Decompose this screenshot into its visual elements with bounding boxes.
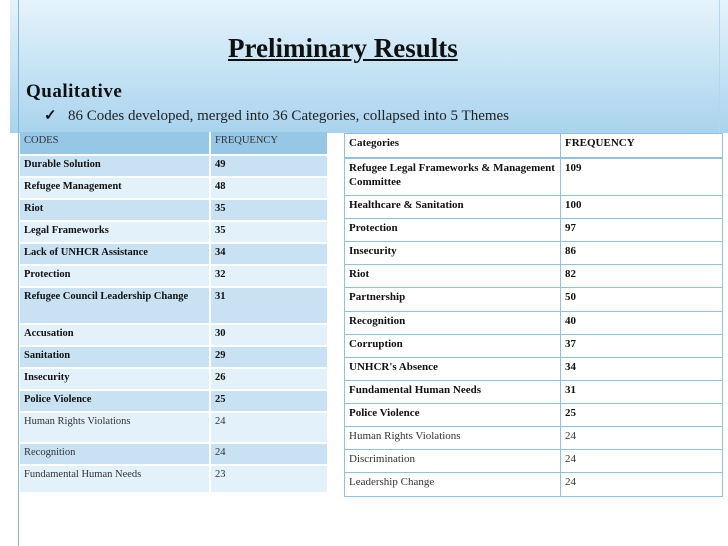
frequency-cell: 34 [210, 243, 327, 265]
frequency-cell: 50 [561, 288, 723, 312]
code-cell: Accusation [20, 324, 210, 346]
frequency-cell: 35 [210, 221, 327, 243]
category-cell: Human Rights Violations [345, 427, 561, 450]
frequency-cell: 26 [210, 368, 327, 390]
frequency-cell: 23 [210, 465, 327, 493]
table-row [20, 368, 327, 390]
category-cell: Protection [345, 219, 561, 242]
code-cell: Legal Frameworks [20, 221, 210, 243]
categories-header-row [345, 134, 723, 158]
table-row [20, 265, 327, 287]
frequency-cell: 31 [561, 381, 723, 404]
frequency-cell: 109 [561, 158, 723, 196]
code-cell: Refugee Council Leadership Change [20, 287, 210, 324]
frequency-cell: 34 [561, 358, 723, 381]
table-row [345, 312, 723, 335]
code-cell: Refugee Management [20, 177, 210, 199]
code-cell: Recognition [20, 443, 210, 465]
table-row [20, 199, 327, 221]
frequency-cell: 24 [561, 427, 723, 450]
right-rule [719, 0, 720, 133]
frequency-cell: 37 [561, 335, 723, 358]
table-row [20, 177, 327, 199]
slide-subtitle: Qualitative [26, 81, 123, 102]
frequency-cell: 48 [210, 177, 327, 199]
category-cell: Leadership Change [345, 473, 561, 497]
frequency-cell: 100 [561, 196, 723, 219]
frequency-cell: 97 [561, 219, 723, 242]
table-row [20, 287, 327, 324]
category-cell: Discrimination [345, 450, 561, 473]
table-row [20, 243, 327, 265]
category-cell: Recognition [345, 312, 561, 335]
bullet-item [44, 106, 509, 125]
frequency-cell: 49 [210, 155, 327, 177]
table-row [345, 427, 723, 450]
code-cell: Riot [20, 199, 210, 221]
table-row [345, 358, 723, 381]
categories-header-category: Categories [345, 134, 561, 158]
table-row [345, 404, 723, 427]
frequency-cell: 86 [561, 242, 723, 265]
frequency-cell: 24 [210, 412, 327, 443]
category-cell: Corruption [345, 335, 561, 358]
category-cell: Healthcare & Sanitation [345, 196, 561, 219]
category-cell: Riot [345, 265, 561, 288]
category-cell: UNHCR's Absence [345, 358, 561, 381]
codes-table [20, 132, 327, 494]
frequency-cell: 82 [561, 265, 723, 288]
table-row [20, 155, 327, 177]
slide-title: Preliminary Results [228, 33, 458, 63]
categories-header-frequency: FREQUENCY [561, 134, 723, 158]
frequency-cell: 25 [210, 390, 327, 412]
frequency-cell: 29 [210, 346, 327, 368]
table-row [20, 412, 327, 443]
code-cell: Human Rights Violations [20, 412, 210, 443]
table-row [345, 381, 723, 404]
frequency-cell: 31 [210, 287, 327, 324]
frequency-cell: 25 [561, 404, 723, 427]
table-row [345, 196, 723, 219]
table-row [20, 390, 327, 412]
category-cell: Insecurity [345, 242, 561, 265]
table-row [345, 473, 723, 497]
category-cell: Partnership [345, 288, 561, 312]
table-row [20, 221, 327, 243]
codes-header-code: CODES [20, 132, 210, 155]
code-cell: Durable Solution [20, 155, 210, 177]
table-row [20, 346, 327, 368]
category-cell: Police Violence [345, 404, 561, 427]
code-cell: Sanitation [20, 346, 210, 368]
code-cell: Police Violence [20, 390, 210, 412]
table-row [345, 242, 723, 265]
frequency-cell: 35 [210, 199, 327, 221]
code-cell: Insecurity [20, 368, 210, 390]
table-row [345, 219, 723, 242]
frequency-cell: 24 [210, 443, 327, 465]
frequency-cell: 30 [210, 324, 327, 346]
code-cell: Fundamental Human Needs [20, 465, 210, 493]
table-row [345, 335, 723, 358]
left-rule [18, 0, 19, 546]
frequency-cell: 32 [210, 265, 327, 287]
codes-header-frequency: FREQUENCY [210, 132, 327, 155]
table-row [20, 465, 327, 493]
categories-table [344, 133, 723, 497]
checkmark-icon: ✓ [44, 108, 57, 124]
frequency-cell: 24 [561, 450, 723, 473]
codes-header-row [20, 132, 327, 155]
frequency-cell: 40 [561, 312, 723, 335]
code-cell: Protection [20, 265, 210, 287]
table-row [345, 288, 723, 312]
category-cell: Refugee Legal Frameworks & Management Committee [345, 158, 561, 196]
category-cell: Fundamental Human Needs [345, 381, 561, 404]
table-row [20, 324, 327, 346]
table-row [345, 265, 723, 288]
frequency-cell: 24 [561, 473, 723, 497]
table-row [345, 158, 723, 196]
table-row [20, 443, 327, 465]
bullet-text: 86 Codes developed, merged into 36 Categories, collapsed into 5 Themes [68, 108, 510, 124]
code-cell: Lack of UNHCR Assistance [20, 243, 210, 265]
table-row [345, 450, 723, 473]
